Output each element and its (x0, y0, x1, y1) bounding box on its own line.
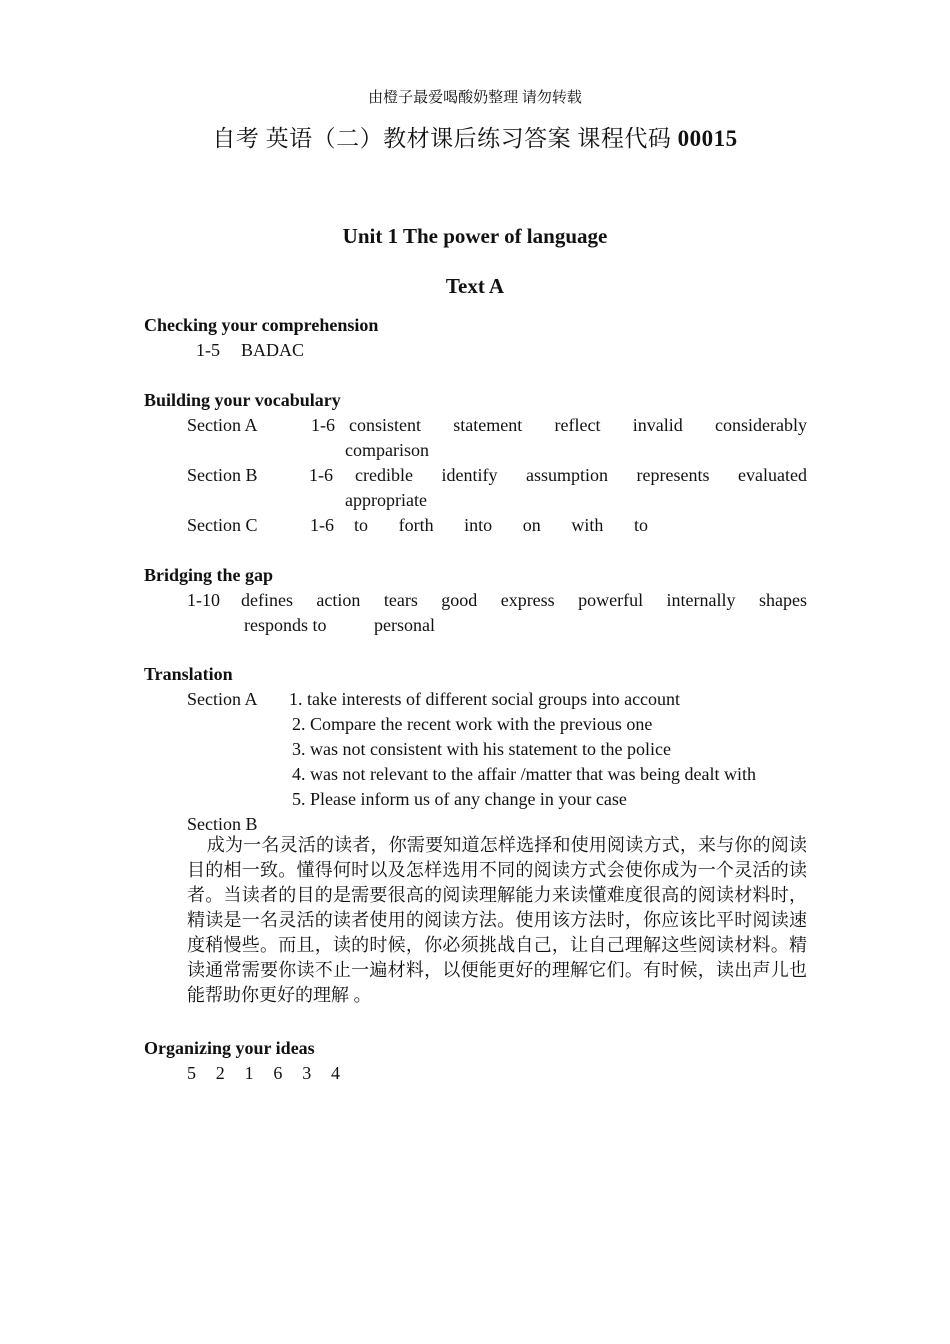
vocab-section-a-words (349, 415, 807, 436)
order-number: 6 (273, 1063, 283, 1083)
vocab-word: identify (441, 465, 498, 485)
organizing-heading: Organizing your ideas (144, 1038, 315, 1058)
gap-word: defines (241, 590, 293, 610)
vocab-section-c-range: 1-6 (310, 515, 334, 535)
gap-word: tears (383, 590, 418, 610)
gap-word: powerful (578, 590, 644, 610)
translation-item: 3. was not consistent with his statement to the police (292, 739, 671, 759)
vocab-word: with (571, 515, 604, 535)
translation-section-b-label: Section B (187, 814, 258, 834)
vocab-word: forth (398, 515, 434, 535)
gap-word: action (316, 590, 361, 610)
vocab-word: represents (636, 465, 710, 485)
vocab-section-b-wrap: appropriate (345, 490, 427, 510)
translation-paragraph: 成为一名灵活的读者，你需要知道怎样选择和使用阅读方式，来与你的阅读目的相一致。懂得何时以及怎样选用不同的阅读方式会使你成为一个灵活的读者。当读者的目的是需要很高的阅读理解能力来读懂难度很高的阅读材料时，精读是一名灵活的读者使用的阅读方法。使用该方法时，你应该比平时阅读速度稍慢些。而且，读的时候，你必须挑战自己，让自己理解这些阅读材料。精读通常需要你读不止一遍材料，以便能更好的理解它们。有时候，读出声儿也能帮助你更好的理解 。 (187, 835, 807, 1005)
gap-range: 1-10 (187, 590, 220, 610)
gap-word: responds to (244, 615, 327, 635)
vocab-word: credible (355, 465, 413, 485)
document-title-text: 自考 英语（二）教材课后练习答案 课程代码 (212, 126, 672, 151)
document-title (0, 120, 950, 153)
translation-item: 2. Compare the recent work with the previous one (292, 714, 653, 734)
vocab-section-a-label: Section A (187, 415, 258, 435)
gap-word: good (441, 590, 478, 610)
order-number: 5 (187, 1063, 196, 1083)
vocab-section-b-words (355, 465, 807, 486)
vocab-word: on (522, 515, 541, 535)
order-number: 4 (330, 1063, 340, 1083)
comprehension-range: 1-5 (196, 340, 220, 360)
order-number: 2 (215, 1063, 225, 1083)
course-code: 00015 (677, 126, 738, 151)
translation-item: 1. take interests of different social groups into account (289, 689, 681, 709)
comprehension-heading: Checking your comprehension (144, 315, 379, 335)
gap-heading: Bridging the gap (144, 565, 274, 585)
vocab-section-c-label: Section C (187, 515, 258, 535)
unit-title: Unit 1 The power of language (342, 224, 608, 248)
gap-word: shapes (758, 590, 807, 610)
translation-section-a-label: Section A (187, 689, 258, 709)
text-title: Text A (445, 274, 505, 298)
vocab-word: evaluated (738, 465, 807, 485)
vocab-word: reflect (554, 415, 601, 435)
organizing-order (187, 1063, 340, 1084)
order-number: 1 (244, 1063, 254, 1083)
vocab-word: into (464, 515, 493, 535)
comprehension-answers: BADAC (241, 340, 305, 360)
vocabulary-heading: Building your vocabulary (144, 390, 341, 410)
vocab-section-c-words (354, 515, 648, 536)
translation-item: 5. Please inform us of any change in your case (292, 789, 627, 809)
vocab-word: to (354, 515, 369, 535)
gap-words (241, 590, 807, 611)
order-number: 3 (302, 1063, 312, 1083)
vocab-word: statement (453, 415, 523, 435)
vocab-word: to (633, 515, 648, 535)
vocab-word: consistent (349, 415, 421, 435)
header-note: 由橙子最爱喝酸奶整理 请勿转载 (368, 90, 582, 106)
gap-word: internally (666, 590, 736, 610)
translation-heading: Translation (144, 664, 233, 684)
vocab-section-a-wrap: comparison (345, 440, 429, 460)
vocab-word: assumption (526, 465, 609, 485)
gap-word: personal (374, 615, 435, 635)
translation-item: 4. was not relevant to the affair /matter that was being dealt with (292, 764, 757, 784)
vocab-word: considerably (715, 415, 807, 435)
vocab-word: invalid (632, 415, 683, 435)
gap-word: express (500, 590, 555, 610)
vocab-section-b-range: 1-6 (309, 465, 333, 485)
vocab-section-b-label: Section B (187, 465, 258, 485)
vocab-section-a-range: 1-6 (311, 415, 335, 435)
